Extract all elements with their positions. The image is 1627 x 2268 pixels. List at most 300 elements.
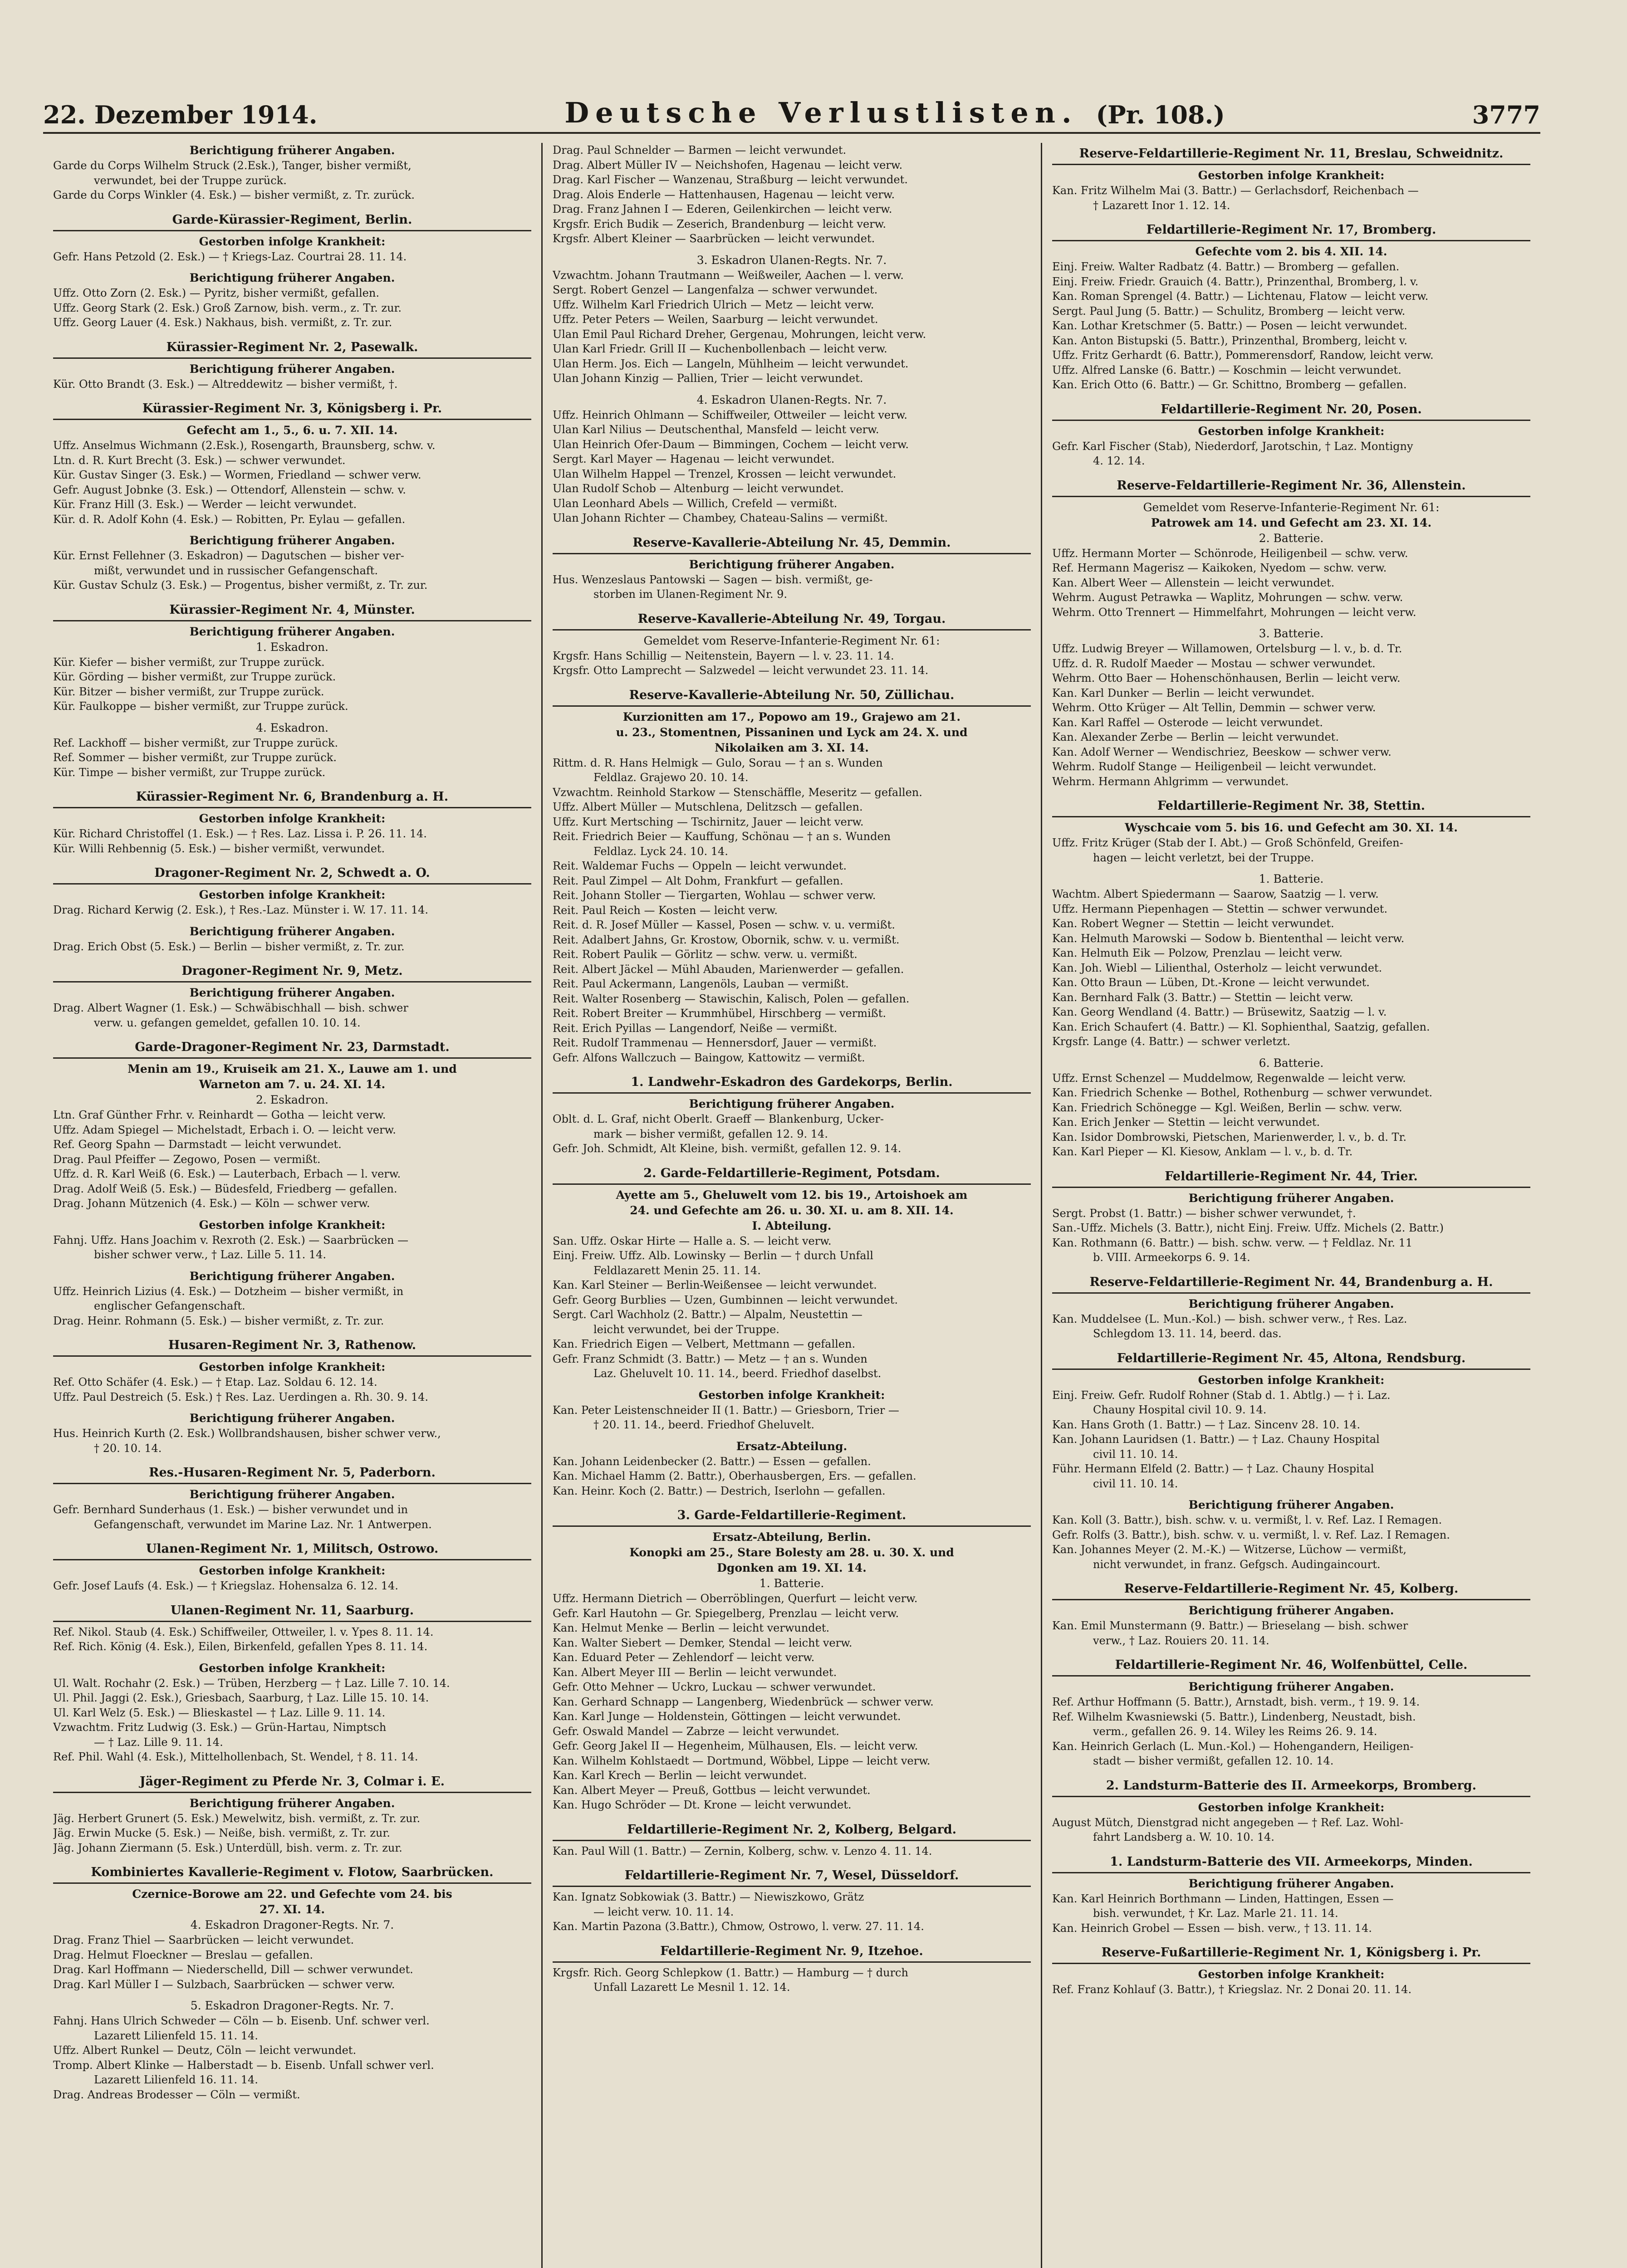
regiment-heading: Ulanen-Regiment Nr. 1, Militsch, Ostrowo. bbox=[53, 1538, 531, 1560]
regiment-heading: Reserve-Kavallerie-Abteilung Nr. 45, Demmin. bbox=[553, 532, 1031, 554]
section-subheading: Patrowek am 14. und Gefecht am 23. XI. 14. bbox=[1151, 516, 1432, 529]
regiment-section bbox=[1052, 795, 1530, 865]
column-right bbox=[1041, 143, 1540, 2268]
casualty-entry: Jäg. Herbert Grunert (5. Esk.) Mewelwitz, bish. vermißt, z. Tr. zur. bbox=[53, 1812, 421, 1825]
regiment-section bbox=[53, 398, 531, 527]
casualty-entry: Fahnj. Hans Ulrich Schweder — Cöln — b. Eisenb. Unf. schwer verl. bbox=[53, 2014, 430, 2027]
regiment-heading: Ulanen-Regiment Nr. 11, Saarburg. bbox=[53, 1600, 531, 1622]
section-subheading: Konopki am 25., Stare Bolesty am 28. u. 30. X. und bbox=[629, 1546, 954, 1559]
casualty-entry: Feldlaz. Grajewo 20. 10. 14. bbox=[593, 771, 749, 784]
casualty-entry: Hus. Wenzeslaus Pantowski — Sagen — bish. vermißt, ge- bbox=[553, 573, 873, 586]
regiment-heading: Feldartillerie-Regiment Nr. 20, Posen. bbox=[1052, 399, 1530, 421]
casualty-entry: Drag. Alois Enderle — Hattenhausen, Hagenau — leicht verw. bbox=[553, 188, 895, 201]
section-subheading: Berichtigung früherer Angaben. bbox=[1188, 1877, 1394, 1890]
section-subheading: 6. Batterie. bbox=[1259, 1056, 1324, 1070]
casualty-entry: Ref. Nikol. Staub (4. Esk.) Schiffweiler, Ottweiler, l. v. Ypes 8. 11. 14. bbox=[53, 1625, 434, 1638]
regiment-heading: 3. Garde-Feldartillerie-Regiment. bbox=[553, 1505, 1031, 1527]
column-middle bbox=[541, 143, 1041, 2268]
section-subheading: 3. Batterie. bbox=[1259, 627, 1324, 640]
regiment-section bbox=[53, 786, 531, 856]
casualty-entry: Einj. Freiw. Gefr. Rudolf Rohner (Stab d. 1. Abtlg.) — † i. Laz. bbox=[1052, 1388, 1391, 1402]
casualty-entry: Kan. Walter Siebert — Demker, Stendal — leicht verw. bbox=[553, 1636, 853, 1649]
regiment-section bbox=[53, 599, 531, 714]
regiment-heading: 2. Landsturm-Batterie des II. Armeekorps, Bromberg. bbox=[1052, 1775, 1530, 1797]
section-subheading: Berichtigung früherer Angaben. bbox=[1188, 1498, 1394, 1511]
regiment-heading: Reserve-Kavallerie-Abteilung Nr. 50, Züllichau. bbox=[553, 684, 1031, 707]
section-subheading: Dgonken am 19. XI. 14. bbox=[717, 1561, 867, 1574]
casualty-entry: Ulan Karl Friedr. Grill II — Kuchenbollenbach — leicht verw. bbox=[553, 342, 887, 355]
regiment-section bbox=[53, 1411, 531, 1456]
casualty-entry: Sergt. Paul Jung (5. Battr.) — Schulitz, Bromberg — leicht verw. bbox=[1052, 304, 1406, 318]
casualty-entry: Wehrm. Otto Krüger — Alt Tellin, Demmin — schwer verw. bbox=[1052, 701, 1376, 714]
section-subheading: Czernice-Borowe am 22. und Gefechte vom 24. bis bbox=[132, 1887, 452, 1901]
casualty-entry: Ulan Johann Kinzig — Pallien, Trier — leicht verwundet. bbox=[553, 372, 863, 385]
regiment-section bbox=[1052, 871, 1530, 1049]
casualty-entry: Wehrm. Rudolf Stange — Heiligenbeil — leicht verwundet. bbox=[1052, 760, 1377, 773]
casualty-entry: Gefr. Rolfs (3. Battr.), bish. schw. v. u. vermißt, l. v. Ref. Laz. I Remagen. bbox=[1052, 1528, 1450, 1541]
casualty-entry: Reit. Rudolf Trammenau — Hennersdorf, Jauer — vermißt. bbox=[553, 1036, 877, 1049]
casualty-entry: Uffz. Georg Stark (2. Esk.) Groß Zarnow, bish. verm., z. Tr. zur. bbox=[53, 301, 402, 314]
casualty-entry: Ltn. d. R. Kurt Brecht (3. Esk.) — schwer verwundet. bbox=[53, 454, 346, 467]
casualty-entry: Reit. Paul Ackermann, Langenöls, Lauban — vermißt. bbox=[553, 978, 849, 990]
regiment-section bbox=[553, 1163, 1031, 1381]
section-subheading: Gestorben infolge Krankheit: bbox=[199, 235, 386, 248]
casualty-entry: civil 11. 10. 14. bbox=[1093, 1477, 1178, 1490]
regiment-heading: Reserve-Feldartillerie-Regiment Nr. 44, Brandenburg a. H. bbox=[1052, 1271, 1530, 1294]
regiment-heading: Feldartillerie-Regiment Nr. 45, Altona, Rendsburg. bbox=[1052, 1348, 1530, 1370]
regiment-heading: 2. Garde-Feldartillerie-Regiment, Potsdam. bbox=[553, 1163, 1031, 1185]
regiment-section bbox=[1052, 143, 1530, 213]
casualty-entry: Wachtm. Albert Spiedermann — Saarow, Saatzig — l. verw. bbox=[1052, 888, 1379, 900]
casualty-entry: Kan. Helmuth Eik — Polzow, Prenzlau — leicht verw. bbox=[1052, 947, 1343, 959]
casualty-entry: Uffz. Albert Runkel — Deutz, Cöln — leicht verwundet. bbox=[53, 2044, 357, 2057]
regiment-heading: Dragoner-Regiment Nr. 9, Metz. bbox=[53, 960, 531, 982]
casualty-entry: Krgsfr. Hans Schillig — Neitenstein, Bayern — l. v. 23. 11. 14. bbox=[553, 649, 894, 662]
casualty-entry: bisher schwer verw., † Laz. Lille 5. 11. 14. bbox=[94, 1248, 327, 1261]
casualty-entry: Krgsfr. Erich Budik — Zeserich, Brandenburg — leicht verw. bbox=[553, 217, 886, 230]
regiment-section bbox=[53, 862, 531, 918]
section-subheading: Berichtigung früherer Angaben. bbox=[1188, 1191, 1394, 1205]
casualty-entry: Reit. d. R. Josef Müller — Kassel, Posen — schw. v. u. vermißt. bbox=[553, 919, 895, 931]
regiment-heading: Reserve-Feldartillerie-Regiment Nr. 11, Breslau, Schweidnitz. bbox=[1052, 143, 1530, 165]
casualty-entry: Drag. Franz Thiel — Saarbrücken — leicht verwundet. bbox=[53, 1934, 354, 1946]
casualty-entry: Feldlaz. Lyck 24. 10. 14. bbox=[593, 845, 728, 858]
casualty-entry: Uffz. Georg Lauer (4. Esk.) Nakhaus, bish. vermißt, z. Tr. zur. bbox=[53, 316, 392, 329]
casualty-entry: Kan. Friedrich Eigen — Velbert, Mettmann — gefallen. bbox=[553, 1338, 856, 1350]
casualty-entry: bish. verwundet, † Kr. Laz. Marle 21. 11. 14. bbox=[1093, 1907, 1338, 1920]
section-subheading: I. Abteilung. bbox=[752, 1219, 832, 1232]
casualty-entry: Kan. Bernhard Falk (3. Battr.) — Stettin — leicht verw. bbox=[1052, 991, 1353, 1004]
casualty-entry: Gefr. Josef Laufs (4. Esk.) — † Kriegslaz. Hohensalza 6. 12. 14. bbox=[53, 1579, 398, 1592]
regiment-section bbox=[53, 1600, 531, 1654]
regiment-section bbox=[53, 1771, 531, 1856]
regiment-section bbox=[53, 960, 531, 1030]
casualty-entry: Vzwachtm. Fritz Ludwig (3. Esk.) — Grün-Hartau, Nimptsch bbox=[53, 1721, 387, 1734]
casualty-entry: Uffz. Heinrich Ohlmann — Schiffweiler, Ottweiler — leicht verw. bbox=[553, 408, 907, 421]
section-subheading: Gemeldet vom Reserve-Infanterie-Regiment Nr. 61: bbox=[643, 634, 940, 647]
section-subheading: Berichtigung früherer Angaben. bbox=[1188, 1604, 1394, 1617]
section-subheading: Gestorben infolge Krankheit: bbox=[1198, 1800, 1385, 1814]
casualty-entry: Uffz. Heinrich Lizius (4. Esk.) — Dotzheim — bisher vermißt, in bbox=[53, 1285, 404, 1298]
casualty-entry: Uffz. d. R. Karl Weiß (6. Esk.) — Lauterbach, Erbach — l. verw. bbox=[53, 1168, 401, 1180]
casualty-entry: Kan. Roman Sprengel (4. Battr.) — Lichtenau, Flatow — leicht verw. bbox=[1052, 290, 1429, 303]
regiment-section bbox=[1052, 1271, 1530, 1341]
casualty-entry: Kan. Heinr. Koch (2. Battr.) — Destrich, Iserlohn — gefallen. bbox=[553, 1484, 886, 1497]
casualty-entry: Ulan Heinrich Ofer-Daum — Bimmingen, Cochem — leicht verw. bbox=[553, 438, 909, 451]
casualty-entry: San.-Uffz. Michels (3. Battr.), nicht Einj. Freiw. Uffz. Michels (2. Battr.) bbox=[1052, 1222, 1444, 1234]
section-subheading: 2. Batterie. bbox=[1259, 531, 1324, 545]
regiment-heading: Kürassier-Regiment Nr. 2, Pasewalk. bbox=[53, 337, 531, 359]
casualty-entry: verm., gefallen 26. 9. 14. Wiley les Reims 26. 9. 14. bbox=[1093, 1725, 1377, 1738]
casualty-entry: Ref. Hermann Magerisz — Kaikoken, Nyedom — schw. verw. bbox=[1052, 562, 1387, 574]
section-subheading: Berichtigung früherer Angaben. bbox=[189, 271, 395, 284]
casualty-entry: Laz. Gheluvelt 10. 11. 14., beerd. Friedhof daselbst. bbox=[593, 1367, 882, 1380]
casualty-entry: Drag. Andreas Brodesser — Cöln — vermißt. bbox=[53, 2088, 300, 2101]
casualty-entry: Kan. Karl Heinrich Borthmann — Linden, Hattingen, Essen — bbox=[1052, 1892, 1394, 1905]
casualty-entry: Gefr. Hans Petzold (2. Esk.) — † Kriegs-Laz. Courtrai 28. 11. 14. bbox=[53, 250, 407, 263]
section-subheading: Kurzionitten am 17., Popowo am 19., Grajewo am 21. bbox=[622, 710, 961, 723]
casualty-entry: Ref. Georg Spahn — Darmstadt — leicht verwundet. bbox=[53, 1138, 342, 1151]
section-subheading: Nikolaiken am 3. XI. 14. bbox=[715, 741, 869, 754]
casualty-entry: Einj. Freiw. Walter Radbatz (4. Battr.) — Bromberg — gefallen. bbox=[1052, 260, 1400, 273]
regiment-section bbox=[53, 1862, 531, 1992]
casualty-entry: Kan. Joh. Wiebl — Lilienthal, Osterholz — leicht verwundet. bbox=[1052, 961, 1382, 974]
casualty-entry: Kan. Michael Hamm (2. Battr.), Oberhausbergen, Ers. — gefallen. bbox=[553, 1470, 916, 1482]
regiment-section bbox=[53, 209, 531, 264]
casualty-entry: Drag. Erich Obst (5. Esk.) — Berlin — bisher vermißt, z. Tr. zur. bbox=[53, 940, 405, 953]
casualty-entry: Kan. Helmut Menke — Berlin — leicht verwundet. bbox=[553, 1622, 830, 1634]
casualty-entry: Ulan Leonhard Abels — Willich, Crefeld — vermißt. bbox=[553, 497, 838, 510]
casualty-entry: Reit. Paul Zimpel — Alt Dohm, Frankfurt — gefallen. bbox=[553, 874, 843, 887]
regiment-section bbox=[553, 1941, 1031, 1995]
regiment-heading: Feldartillerie-Regiment Nr. 2, Kolberg, Belgard. bbox=[553, 1819, 1031, 1841]
casualty-entry: Reit. Paul Reich — Kosten — leicht verw. bbox=[553, 904, 778, 917]
regiment-section bbox=[53, 270, 531, 330]
casualty-entry: Drag. Karl Müller I — Sulzbach, Saarbrücken — schwer verw. bbox=[53, 1978, 395, 1991]
section-subheading: Ersatz-Abteilung, Berlin. bbox=[712, 1530, 871, 1544]
casualty-entry: Drag. Johann Mützenich (4. Esk.) — Köln — schwer verw. bbox=[53, 1197, 370, 1210]
casualty-entry: Jäg. Erwin Mucke (5. Esk.) — Neiße, bish. vermißt, z. Tr. zur. bbox=[53, 1827, 390, 1839]
casualty-entry: Kür. Otto Brandt (3. Esk.) — Altreddewitz — bisher vermißt, †. bbox=[53, 377, 398, 391]
regiment-section bbox=[553, 253, 1031, 386]
regiment-section bbox=[553, 1505, 1031, 1813]
issue-number: (Pr. 108.) bbox=[1096, 100, 1225, 129]
casualty-entry: Kan. Ignatz Sobkowiak (3. Battr.) — Niewiszkowo, Grätz bbox=[553, 1891, 864, 1903]
casualty-entry: Gefr. Karl Hautohn — Gr. Spiegelberg, Prenzlau — leicht verw. bbox=[553, 1607, 899, 1620]
casualty-entry: Führ. Hermann Elfeld (2. Battr.) — † Laz. Chauny Hospital bbox=[1052, 1462, 1374, 1475]
regiment-section bbox=[53, 1462, 531, 1532]
section-subheading: Berichtigung früherer Angaben. bbox=[1188, 1297, 1394, 1310]
publication-title: Deutsche Verlustlisten. bbox=[564, 96, 1078, 129]
casualty-entry: Kür. Faulkoppe — bisher vermißt, zur Truppe zurück. bbox=[53, 700, 348, 713]
section-subheading: Berichtigung früherer Angaben. bbox=[1188, 1680, 1394, 1693]
section-subheading: Ayette am 5., Gheluwelt vom 12. bis 19., Artoishoek am bbox=[616, 1188, 968, 1202]
casualty-entry: Kür. Kiefer — bisher vermißt, zur Truppe zurück. bbox=[53, 655, 325, 669]
casualty-entry: † 20. 10. 14. bbox=[94, 1442, 162, 1455]
casualty-entry: Ltn. Graf Günther Frhr. v. Reinhardt — Gotha — leicht verw. bbox=[53, 1109, 386, 1121]
regiment-heading: Reserve-Feldartillerie-Regiment Nr. 45, Kolberg. bbox=[1052, 1578, 1530, 1600]
casualty-entry: Sergt. Karl Mayer — Hagenau — leicht verwundet. bbox=[553, 453, 835, 465]
casualty-entry: Gefr. Georg Burblies — Uzen, Gumbinnen — leicht verwundet. bbox=[553, 1293, 898, 1306]
regiment-heading: Feldartillerie-Regiment Nr. 7, Wesel, Düsseldorf. bbox=[553, 1865, 1031, 1887]
section-subheading: 1. Batterie. bbox=[1259, 872, 1324, 885]
casualty-entry: Kan. Karl Steiner — Berlin-Weißensee — leicht verwundet. bbox=[553, 1279, 877, 1291]
casualty-entry: Kür. Gustav Singer (3. Esk.) — Wormen, Friedland — schwer verw. bbox=[53, 469, 421, 481]
casualty-entry: Kan. Albert Meyer — Preuß, Gottbus — leicht verwundet. bbox=[553, 1784, 871, 1797]
regiment-heading: Feldartillerie-Regiment Nr. 38, Stettin. bbox=[1052, 795, 1530, 817]
page-header bbox=[43, 79, 1540, 134]
casualty-entry: Kan. Karl Junge — Holdenstein, Göttingen — leicht verwundet. bbox=[553, 1710, 901, 1723]
casualty-entry: Kan. Koll (3. Battr.), bish. schw. v. u. vermißt, l. v. Ref. Laz. I Remagen. bbox=[1052, 1514, 1442, 1526]
section-subheading: Gefecht am 1., 5., 6. u. 7. XII. 14. bbox=[186, 424, 398, 437]
casualty-entry: Uffz. d. R. Rudolf Maeder — Mostau — schwer verwundet. bbox=[1052, 657, 1376, 670]
section-subheading: Gestorben infolge Krankheit: bbox=[199, 1218, 386, 1232]
regiment-section bbox=[1052, 1348, 1530, 1491]
casualty-entry: Gefangenschaft, verwundet im Marine Laz. Nr. 1 Antwerpen. bbox=[94, 1518, 432, 1531]
column-left bbox=[43, 143, 541, 2268]
section-subheading: Berichtigung früherer Angaben. bbox=[189, 534, 395, 547]
regiment-section bbox=[53, 533, 531, 593]
section-subheading: 24. und Gefechte am 26. u. 30. XI. u. am 8. XII. 14. bbox=[630, 1203, 954, 1217]
section-subheading: Berichtigung früherer Angaben. bbox=[189, 986, 395, 999]
regiment-heading: Jäger-Regiment zu Pferde Nr. 3, Colmar i. E. bbox=[53, 1771, 531, 1793]
casualty-entry: Sergt. Probst (1. Battr.) — bisher schwer verwundet, †. bbox=[1052, 1207, 1356, 1220]
casualty-entry: Ulan Wilhelm Happel — Trenzel, Krossen — leicht verwundet. bbox=[553, 467, 897, 480]
casualty-entry: Einj. Freiw. Uffz. Alb. Lowinsky — Berlin — † durch Unfall bbox=[553, 1249, 873, 1262]
regiment-heading: Kürassier-Regiment Nr. 6, Brandenburg a. H. bbox=[53, 786, 531, 808]
casualty-entry: Kan. Erich Jenker — Stettin — leicht verwundet. bbox=[1052, 1116, 1320, 1129]
section-subheading: 1. Eskadron. bbox=[256, 640, 328, 654]
casualty-entry: Kan. Hans Groth (1. Battr.) — † Laz. Sincenv 28. 10. 14. bbox=[1052, 1418, 1361, 1431]
casualty-entry: verw., † Laz. Rouiers 20. 11. 14. bbox=[1093, 1634, 1269, 1647]
casualty-entry: 4. 12. 14. bbox=[1093, 455, 1145, 467]
regiment-section bbox=[1052, 219, 1530, 392]
regiment-heading: Reserve-Fußartillerie-Regiment Nr. 1, Königsberg i. Pr. bbox=[1052, 1942, 1530, 1964]
casualty-entry: Rittm. d. R. Hans Helmigk — Gulo, Sorau — † an s. Wunden bbox=[553, 756, 883, 769]
casualty-entry: August Mütch, Dienstgrad nicht angegeben — † Ref. Laz. Wohl- bbox=[1052, 1816, 1404, 1829]
casualty-entry: Kan. Karl Dunker — Berlin — leicht verwundet. bbox=[1052, 686, 1315, 699]
casualty-entry: — leicht verw. 10. 11. 14. bbox=[593, 1905, 734, 1918]
casualty-entry: Kan. Emil Munstermann (9. Battr.) — Brieselang — bish. schwer bbox=[1052, 1619, 1408, 1632]
section-subheading: 5. Eskadron Dragoner-Regts. Nr. 7. bbox=[190, 1999, 394, 2012]
casualty-entry: Ul. Karl Welz (5. Esk.) — Blieskastel — † Laz. Lille 9. 11. 14. bbox=[53, 1706, 386, 1719]
casualty-entry: Wehrm. Hermann Ahlgrimm — verwundet. bbox=[1052, 775, 1289, 788]
casualty-entry: Ref. Sommer — bisher vermißt, zur Truppe zurück. bbox=[53, 751, 337, 764]
casualty-entry: Feldlazarett Menin 25. 11. 14. bbox=[593, 1264, 761, 1277]
section-subheading: 3. Eskadron Ulanen-Regts. Nr. 7. bbox=[696, 253, 887, 267]
casualty-entry: Uffz. Hermann Piepenhagen — Stettin — schwer verwundet. bbox=[1052, 902, 1388, 915]
section-subheading: Warneton am 7. u. 24. XI. 14. bbox=[199, 1078, 386, 1091]
casualty-entry: Uffz. Paul Destreich (5. Esk.) † Res. Laz. Uerdingen a. Rh. 30. 9. 14. bbox=[53, 1390, 429, 1403]
casualty-entry: Unfall Lazarett Le Mesnil 1. 12. 14. bbox=[593, 1981, 790, 1994]
casualty-entry: Garde du Corps Wilhelm Struck (2.Esk.), Tanger, bisher vermißt, bbox=[53, 159, 412, 172]
casualty-entry: Ulan Johann Richter — Chambey, Chateau-Salins — vermißt. bbox=[553, 512, 888, 524]
regiment-heading: Feldartillerie-Regiment Nr. 9, Itzehoe. bbox=[553, 1941, 1031, 1963]
section-subheading: Gestorben infolge Krankheit: bbox=[199, 888, 386, 901]
casualty-entry: Uffz. Ernst Schenzel — Muddelmow, Regenwalde — leicht verw. bbox=[1052, 1071, 1406, 1085]
casualty-entry: Uffz. Albert Müller — Mutschlena, Delitzsch — gefallen. bbox=[553, 801, 863, 813]
casualty-entry: Reit. Walter Rosenberg — Stawischin, Kalisch, Polen — gefallen. bbox=[553, 992, 910, 1005]
casualty-entry: Reit. Waldemar Fuchs — Oppeln — leicht verwundet. bbox=[553, 860, 847, 872]
columns bbox=[43, 143, 1540, 2268]
section-subheading: Gemeldet vom Reserve-Infanterie-Regiment Nr. 61: bbox=[1143, 500, 1440, 514]
casualty-entry: Uffz. Peter Peters — Weilen, Saarburg — leicht verwundet. bbox=[553, 313, 878, 326]
casualty-entry: Uffz. Hermann Morter — Schönrode, Heiligenbeil — schw. verw. bbox=[1052, 547, 1408, 560]
regiment-heading: Kombiniertes Kavallerie-Regiment v. Flotow, Saarbrücken. bbox=[53, 1862, 531, 1884]
regiment-heading: Feldartillerie-Regiment Nr. 17, Bromberg. bbox=[1052, 219, 1530, 241]
casualty-entry: Ul. Walt. Rochahr (2. Esk.) — Trüben, Herzberg — † Laz. Lille 7. 10. 14. bbox=[53, 1677, 450, 1690]
casualty-entry: stadt — bisher vermißt, gefallen 12. 10. 14. bbox=[1093, 1755, 1334, 1767]
casualty-entry: Kan. Alexander Zerbe — Berlin — leicht verwundet. bbox=[1052, 731, 1339, 743]
section-subheading: Gestorben infolge Krankheit: bbox=[199, 1661, 386, 1675]
casualty-entry: fahrt Landsberg a. W. 10. 10. 14. bbox=[1093, 1831, 1274, 1843]
section-subheading: Berichtigung früherer Angaben. bbox=[689, 557, 895, 571]
section-subheading: Gestorben infolge Krankheit: bbox=[199, 812, 386, 825]
casualty-entry: Uffz. Fritz Krüger (Stab der I. Abt.) — Groß Schönfeld, Greifen- bbox=[1052, 836, 1403, 849]
regiment-section bbox=[53, 1217, 531, 1262]
casualty-entry: Kür. Görding — bisher vermißt, zur Truppe zurück. bbox=[53, 670, 336, 683]
casualty-entry: Kan. Helmuth Marowski — Sodow b. Biententhal — leicht verw. bbox=[1052, 932, 1405, 945]
regiment-heading: Reserve-Kavallerie-Abteilung Nr. 49, Torgau. bbox=[553, 608, 1031, 631]
casualty-entry: Chauny Hospital civil 10. 9. 14. bbox=[1093, 1403, 1267, 1416]
casualty-entry: Vzwachtm. Johann Trautmann — Weißweiler, Aachen — l. verw. bbox=[553, 269, 904, 282]
casualty-entry: Drag. Karl Fischer — Wanzenau, Straßburg — leicht verwundet. bbox=[553, 173, 908, 186]
casualty-entry: Reit. Friedrich Beier — Kauffung, Schönau — † an s. Wunden bbox=[553, 830, 891, 843]
regiment-section bbox=[553, 684, 1031, 1066]
casualty-entry: Kan. Robert Wegner — Stettin — leicht verwundet. bbox=[1052, 917, 1334, 930]
casualty-entry: Uffz. Kurt Mertsching — Tschirnitz, Jauer — leicht verw. bbox=[553, 815, 864, 828]
regiment-section bbox=[553, 1439, 1031, 1499]
casualty-entry: Kan. Rothmann (6. Battr.) — bish. schw. verw. — † Feldlaz. Nr. 11 bbox=[1052, 1236, 1413, 1249]
casualty-entry: Kan. Karl Raffel — Osterode — leicht verwundet. bbox=[1052, 716, 1323, 729]
regiment-heading: Garde-Dragoner-Regiment Nr. 23, Darmstadt. bbox=[53, 1036, 531, 1059]
section-subheading: Berichtigung früherer Angaben. bbox=[189, 1269, 395, 1283]
casualty-entry: Kan. Otto Braun — Lüben, Dt.-Krone — leicht verwundet. bbox=[1052, 976, 1370, 989]
casualty-entry: Ref. Rich. König (4. Esk.), Eilen, Birkenfeld, gefallen Ypes 8. 11. 14. bbox=[53, 1640, 428, 1653]
regiment-section bbox=[553, 1819, 1031, 1859]
casualty-entry: Ref. Arthur Hoffmann (5. Battr.), Arnstadt, bish. verm., † 19. 9. 14. bbox=[1052, 1696, 1420, 1708]
casualty-entry: verw. u. gefangen gemeldet, gefallen 10. 10. 14. bbox=[94, 1016, 361, 1029]
casualty-entry: Kür. Bitzer — bisher vermißt, zur Truppe zurück. bbox=[53, 685, 324, 698]
regiment-heading: Dragoner-Regiment Nr. 2, Schwedt a. O. bbox=[53, 862, 531, 885]
casualty-entry: b. VIII. Armeekorps 6. 9. 14. bbox=[1093, 1251, 1250, 1264]
casualty-entry: Hus. Heinrich Kurth (2. Esk.) Wollbrandshausen, bisher schwer verw., bbox=[53, 1427, 441, 1440]
casualty-entry: Schlegdom 13. 11. 14, beerd. das. bbox=[1093, 1327, 1282, 1340]
casualty-entry: Gefr. Bernhard Sunderhaus (1. Esk.) — bisher verwundet und in bbox=[53, 1503, 408, 1516]
section-subheading: 4. Eskadron Ulanen-Regts. Nr. 7. bbox=[696, 393, 887, 406]
regiment-section bbox=[53, 1334, 531, 1404]
section-subheading: Berichtigung früherer Angaben. bbox=[189, 362, 395, 376]
regiment-section bbox=[553, 392, 1031, 526]
regiment-section bbox=[553, 1865, 1031, 1934]
casualty-entry: Gefr. Karl Fischer (Stab), Niederdorf, Jarotschin, † Laz. Montigny bbox=[1052, 440, 1413, 453]
casualty-entry: Lazarett Lilienfeld 16. 11. 14. bbox=[94, 2073, 258, 2086]
casualty-entry: Uffz. Ludwig Breyer — Willamowen, Ortelsburg — l. v., b. d. Tr. bbox=[1052, 642, 1402, 655]
casualty-entry: Kan. Anton Bistupski (5. Battr.), Prinzenthal, Bromberg, leicht v. bbox=[1052, 334, 1407, 347]
newspaper-page bbox=[43, 79, 1540, 2268]
casualty-entry: Sergt. Robert Genzel — Langenfalza — schwer verwundet. bbox=[553, 284, 878, 296]
section-subheading: Gestorben infolge Krankheit: bbox=[698, 1388, 885, 1402]
casualty-entry: Reit. Erich Pyillas — Langendorf, Neiße — vermißt. bbox=[553, 1022, 838, 1035]
casualty-entry: Kan. Albert Meyer III — Berlin — leicht verwundet. bbox=[553, 1666, 837, 1679]
casualty-entry: Jäg. Johann Ziermann (5. Esk.) Unterdüll, bish. verm. z. Tr. zur. bbox=[53, 1841, 402, 1854]
section-subheading: Berichtigung früherer Angaben. bbox=[689, 1097, 895, 1110]
issue-date: 22. Dezember 1914. bbox=[43, 100, 318, 129]
section-subheading: Berichtigung früherer Angaben. bbox=[189, 625, 395, 638]
casualty-entry: † Lazarett Inor 1. 12. 14. bbox=[1093, 199, 1230, 212]
casualty-entry: Gefr. Franz Schmidt (3. Battr.) — Metz — † an s. Wunden bbox=[553, 1352, 867, 1365]
masthead bbox=[564, 96, 1225, 129]
casualty-entry: Kan. Karl Pieper — Kl. Kiesow, Anklam — l. v., b. d. Tr. bbox=[1052, 1145, 1353, 1158]
regiment-section bbox=[1052, 1166, 1530, 1265]
casualty-entry: Tromp. Albert Klinke — Halberstadt — b. Eisenb. Unfall schwer verl. bbox=[53, 2058, 434, 2072]
casualty-entry: Drag. Helmut Floeckner — Breslau — gefallen. bbox=[53, 1948, 314, 1961]
section-subheading: Wyschcaie vom 5. bis 16. und Gefecht am 30. XI. 14. bbox=[1125, 821, 1458, 834]
casualty-entry: Drag. Karl Hoffmann — Niederschelld, Dill — schwer verwundet. bbox=[53, 1963, 413, 1976]
casualty-entry: Kür. Gustav Schulz (3. Esk.) — Progentus, bisher vermißt, z. Tr. zur. bbox=[53, 579, 428, 591]
casualty-entry: Reit. Albert Jäckel — Mühl Abauden, Marienwerder — gefallen. bbox=[553, 963, 904, 976]
casualty-entry: Ul. Phil. Jaggi (2. Esk.), Griesbach, Saarburg, † Laz. Lille 15. 10. 14. bbox=[53, 1691, 429, 1704]
casualty-entry: mißt, verwundet und in russischer Gefangenschaft. bbox=[94, 564, 378, 577]
casualty-entry: Kür. Richard Christoffel (1. Esk.) — † Res. Laz. Lissa i. P. 26. 11. 14. bbox=[53, 827, 427, 840]
casualty-entry: Kan. Erich Schaufert (4. Battr.) — Kl. Sophienthal, Saatzig, gefallen. bbox=[1052, 1020, 1430, 1033]
regiment-section bbox=[53, 1036, 531, 1211]
casualty-entry: Kan. Erich Otto (6. Battr.) — Gr. Schittno, Bromberg — gefallen. bbox=[1052, 378, 1407, 391]
casualty-entry: Reit. Robert Breiter — Krummhübel, Hirschberg — vermißt. bbox=[553, 1007, 886, 1020]
casualty-entry: Drag. Paul Pfeiffer — Zegowo, Posen — vermißt. bbox=[53, 1153, 321, 1166]
casualty-entry: Kan. Heinrich Gerlach (L. Mun.-Kol.) — Hohengandern, Heiligen- bbox=[1052, 1740, 1414, 1753]
casualty-entry: Gefr. Oswald Mandel — Zabrze — leicht verwundet. bbox=[553, 1725, 839, 1738]
casualty-entry: nicht verwundet, in franz. Gefgsch. Audingaincourt. bbox=[1093, 1558, 1381, 1571]
casualty-entry: englischer Gefangenschaft. bbox=[94, 1300, 245, 1312]
regiment-section bbox=[1052, 1851, 1530, 1936]
casualty-entry: Kan. Martin Pazona (3.Battr.), Chmow, Ostrowo, l. verw. 27. 11. 14. bbox=[553, 1920, 924, 1933]
casualty-entry: civil 11. 10. 14. bbox=[1093, 1447, 1178, 1461]
casualty-entry: Uffz. Adam Spiegel — Michelstadt, Erbach i. O. — leicht verw. bbox=[53, 1123, 396, 1136]
casualty-entry: Kan. Hugo Schröder — Dt. Krone — leicht verwundet. bbox=[553, 1799, 852, 1811]
regiment-heading: Reserve-Feldartillerie-Regiment Nr. 36, Allenstein. bbox=[1052, 475, 1530, 497]
page-number: 3777 bbox=[1472, 100, 1540, 129]
regiment-heading: Kürassier-Regiment Nr. 3, Königsberg i. Pr. bbox=[53, 398, 531, 420]
casualty-entry: storben im Ulanen-Regiment Nr. 9. bbox=[593, 588, 788, 601]
regiment-section bbox=[1052, 1056, 1530, 1159]
regiment-section bbox=[53, 143, 531, 203]
section-subheading: Menin am 19., Kruiseik am 21. X., Lauwe am 1. und bbox=[127, 1062, 457, 1075]
regiment-section bbox=[53, 1538, 531, 1593]
casualty-entry: Reit. Robert Paulik — Görlitz — schw. verw. u. vermißt. bbox=[553, 948, 858, 961]
section-subheading: 4. Eskadron Dragoner-Regts. Nr. 7. bbox=[190, 1918, 394, 1931]
casualty-entry: Gefr. Georg Jakel II — Hegenheim, Mülhausen, Els. — leicht verw. bbox=[553, 1740, 918, 1752]
casualty-entry: Oblt. d. L. Graf, nicht Oberlt. Graeff — Blankenburg, Ucker- bbox=[553, 1113, 884, 1125]
casualty-entry: Kan. Muddelsee (L. Mun.-Kol.) — bish. schwer verw., † Res. Laz. bbox=[1052, 1312, 1407, 1325]
regiment-heading: Feldartillerie-Regiment Nr. 46, Wolfenbüttel, Celle. bbox=[1052, 1654, 1530, 1677]
section-subheading: Berichtigung früherer Angaben. bbox=[189, 1412, 395, 1425]
regiment-heading: 1. Landwehr-Eskadron des Gardekorps, Berlin. bbox=[553, 1071, 1031, 1094]
casualty-entry: Kan. Karl Krech — Berlin — leicht verwundet. bbox=[553, 1769, 807, 1782]
regiment-section bbox=[53, 1661, 531, 1765]
casualty-entry: Ref. Lackhoff — bisher vermißt, zur Truppe zurück. bbox=[53, 736, 338, 749]
casualty-entry: Kan. Heinrich Grobel — Essen — bish. verw., † 13. 11. 14. bbox=[1052, 1921, 1372, 1935]
section-subheading: 27. XI. 14. bbox=[259, 1903, 325, 1916]
casualty-entry: Drag. Albert Müller IV — Neichshofen, Hagenau — leicht verw. bbox=[553, 158, 903, 171]
regiment-heading: Husaren-Regiment Nr. 3, Rathenow. bbox=[53, 1334, 531, 1357]
casualty-entry: Lazarett Lilienfeld 15. 11. 14. bbox=[94, 2029, 258, 2042]
regiment-heading: Res.-Husaren-Regiment Nr. 5, Paderborn. bbox=[53, 1462, 531, 1484]
casualty-entry: Kan. Gerhard Schnapp — Langenberg, Wiedenbrück — schwer verw. bbox=[553, 1695, 934, 1708]
casualty-entry: Kan. Paul Will (1. Battr.) — Zernin, Kolberg, schw. v. Lenzo 4. 11. 14. bbox=[553, 1844, 932, 1857]
casualty-entry: † 20. 11. 14., beerd. Friedhof Gheluvelt. bbox=[593, 1418, 814, 1431]
casualty-entry: Fahnj. Uffz. Hans Joachim v. Rexroth (2. Esk.) — Saarbrücken — bbox=[53, 1233, 409, 1246]
